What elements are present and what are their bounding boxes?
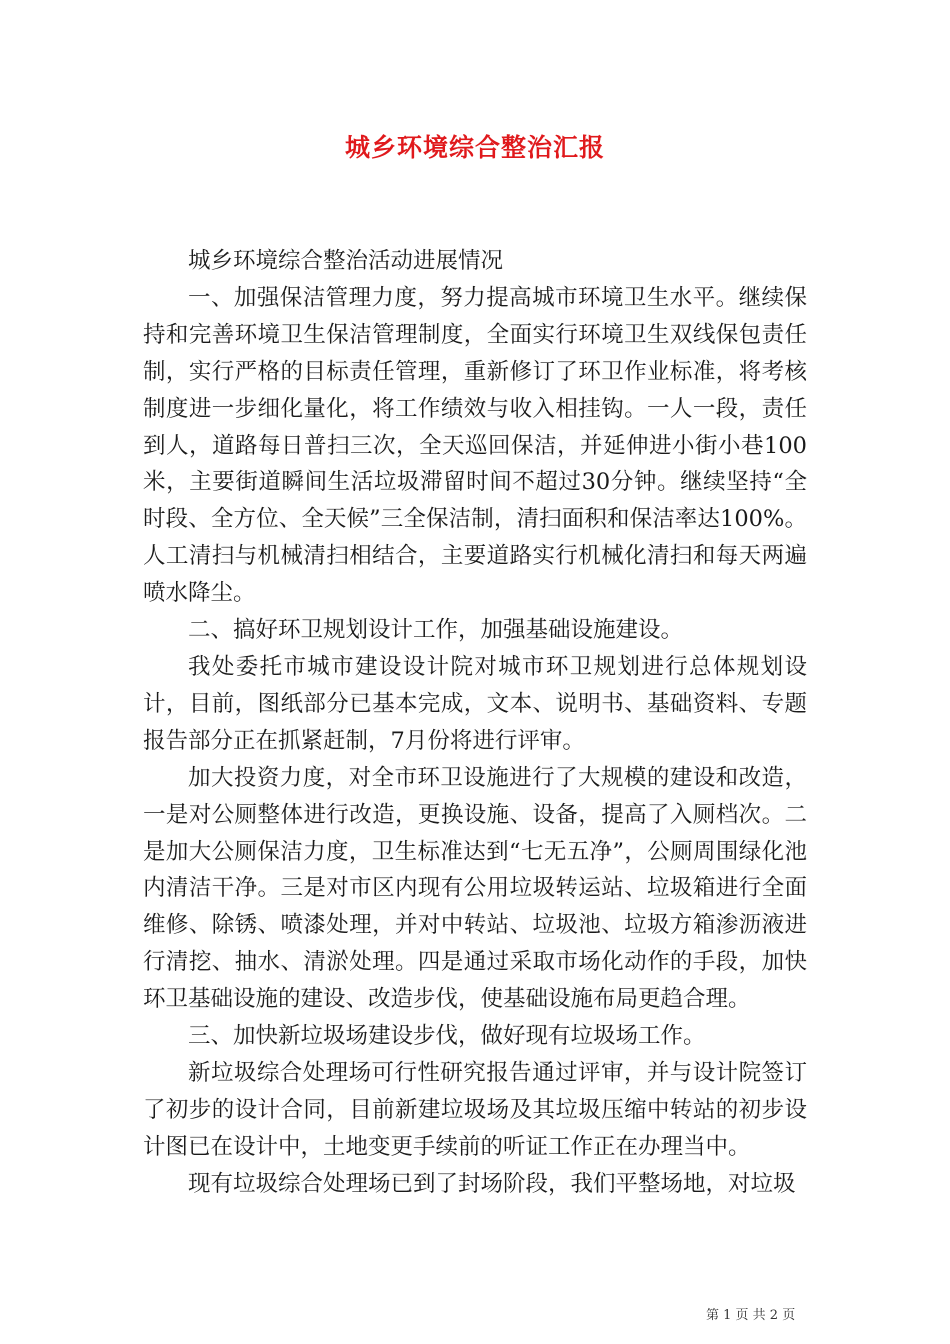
paragraph-existing-landfill: 现有垃圾综合处理场已到了封场阶段，我们平整场地，对垃圾 xyxy=(188,1170,796,1197)
paragraph-planning-design: 我处委托市城市建设设计院对城市环卫规划进行总体规划设计，目前，图纸部分已基本完成，文本、说明书、基础资料、专题报告部分正在抓紧赶制，7月份将进行评审。 xyxy=(143,653,807,754)
paragraph-investment: 加大投资力度，对全市环卫设施进行了大规模的建设和改造，一是对公厕整体进行改造，更换设施、设备，提高了入厕档次。二是加大公厕保洁力度，卫生标准达到“七无五净”，公厕周围绿化池内清洁干净。三是对市区内现有公用垃圾转运站、垃圾箱进行全面维修、除锈、喷漆处理，并对中转站、垃圾池、垃圾方箱渗沥液进行清挖、抽水、清淤处理。四是通过采取市场化动作的手段，加快环卫基础设施的建设、改造步伐，使基础设施布局更趋合理。 xyxy=(143,764,807,1013)
paragraph-section-2-heading: 二、搞好环卫规划设计工作，加强基础设施建设。 xyxy=(188,617,684,644)
paragraph-new-landfill: 新垃圾综合处理场可行性研究报告通过评审，并与设计院签订了初步的设计合同，目前新建垃圾场及其垃圾压缩中转站的初步设计图已在设计中，土地变更手续前的听证工作正在办理当中。 xyxy=(143,1059,807,1160)
document-body xyxy=(143,243,807,1203)
paragraph-subtitle: 城乡环境综合整治活动进展情况 xyxy=(188,248,504,274)
document-title: 城乡环境综合整治汇报 xyxy=(344,133,605,162)
page-indicator: 第 1 页 共 2 页 xyxy=(706,1308,796,1323)
paragraph-section-3-heading: 三、加快新垃圾场建设步伐，做好现有垃圾场工作。 xyxy=(188,1023,706,1050)
paragraph-section-1: 一、加强保洁管理力度，努力提高城市环境卫生水平。继续保持和完善环境卫生保洁管理制度，全面实行环境卫生双线保包责任制，实行严格的目标责任管理，重新修订了环卫作业标准，将考核制度进一步细化量化，将工作绩效与收入相挂钩。一人一段，责任到人，道路每日普扫三次，全天巡回保洁，并延伸进小街小巷100米，主要街道瞬间生活垃圾滞留时间不超过30分钟。继续坚持“全时段、全方位、全天候”三全保洁制，清扫面积和保洁率达100%。人工清扫与机械清扫相结合，主要道路实行机械化清扫和每天两遍喷水降尘。 xyxy=(143,284,807,607)
